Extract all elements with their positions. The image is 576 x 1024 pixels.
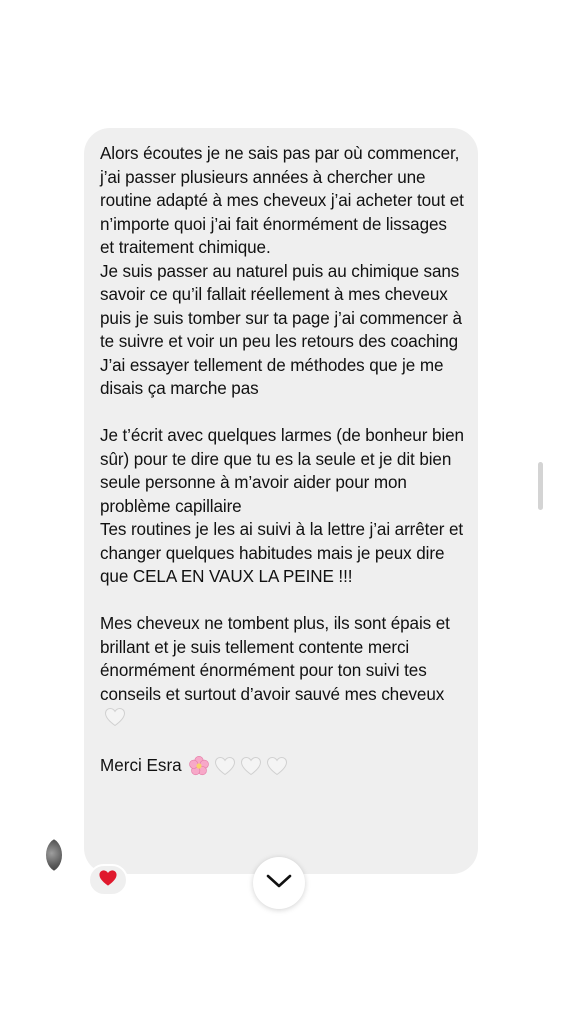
sender-avatar[interactable] (46, 838, 72, 872)
chevron-down-icon (266, 873, 292, 894)
message-paragraph: Alors écoutes je ne sais pas par où commencer, j’ai passer plusieurs années à chercher une routine adapté à mes cheveux j’ai acheter tout et n’importe quoi j’ai fait énormément de lissages et traitement chimique. (100, 144, 464, 257)
red-heart-icon (98, 869, 118, 892)
white-heart-icon (104, 707, 126, 727)
white-heart-icon (214, 755, 236, 777)
message-paragraph-last (100, 612, 464, 730)
cherry-blossom-icon (188, 755, 210, 777)
message-paragraph: Tes routines je les ai suivi à la lettre j’ai arrêter et changer quelques habitudes mais je peux dire que CELA EN VAUX LA PEINE !!! (100, 520, 464, 586)
message-paragraph-text: Mes cheveux ne tombent plus, ils sont épais et brillant et je suis tellement contente merci énormément énormément pour ton suivi tes conseils et surtout d’avoir sauvé mes cheveux (100, 614, 450, 704)
signature-text: Merci Esra (100, 755, 182, 775)
message-bubble[interactable] (84, 128, 478, 874)
message-paragraph: Je suis passer au naturel puis au chimique sans savoir ce qu’il fallait réellement à mes cheveux puis je suis tomber sur ta page j’ai commencer à te suivre et voir un peu les retours des coaching (100, 261, 462, 351)
message-paragraph: J’ai essayer tellement de méthodes que je me disais ça marche pas (100, 355, 444, 398)
scrollbar-thumb[interactable] (538, 462, 543, 510)
message-paragraph: Je t’écrit avec quelques larmes (de bonheur bien sûr) pour te dire que tu es la seule et je dit bien seule personne à m’avoir aider pour mon problème capillaire (100, 426, 464, 516)
white-heart-icon (266, 755, 288, 777)
white-heart-icon (240, 755, 262, 777)
scroll-to-bottom-button[interactable] (253, 857, 305, 909)
signature-row (100, 753, 464, 779)
reaction-badge[interactable] (88, 864, 128, 896)
